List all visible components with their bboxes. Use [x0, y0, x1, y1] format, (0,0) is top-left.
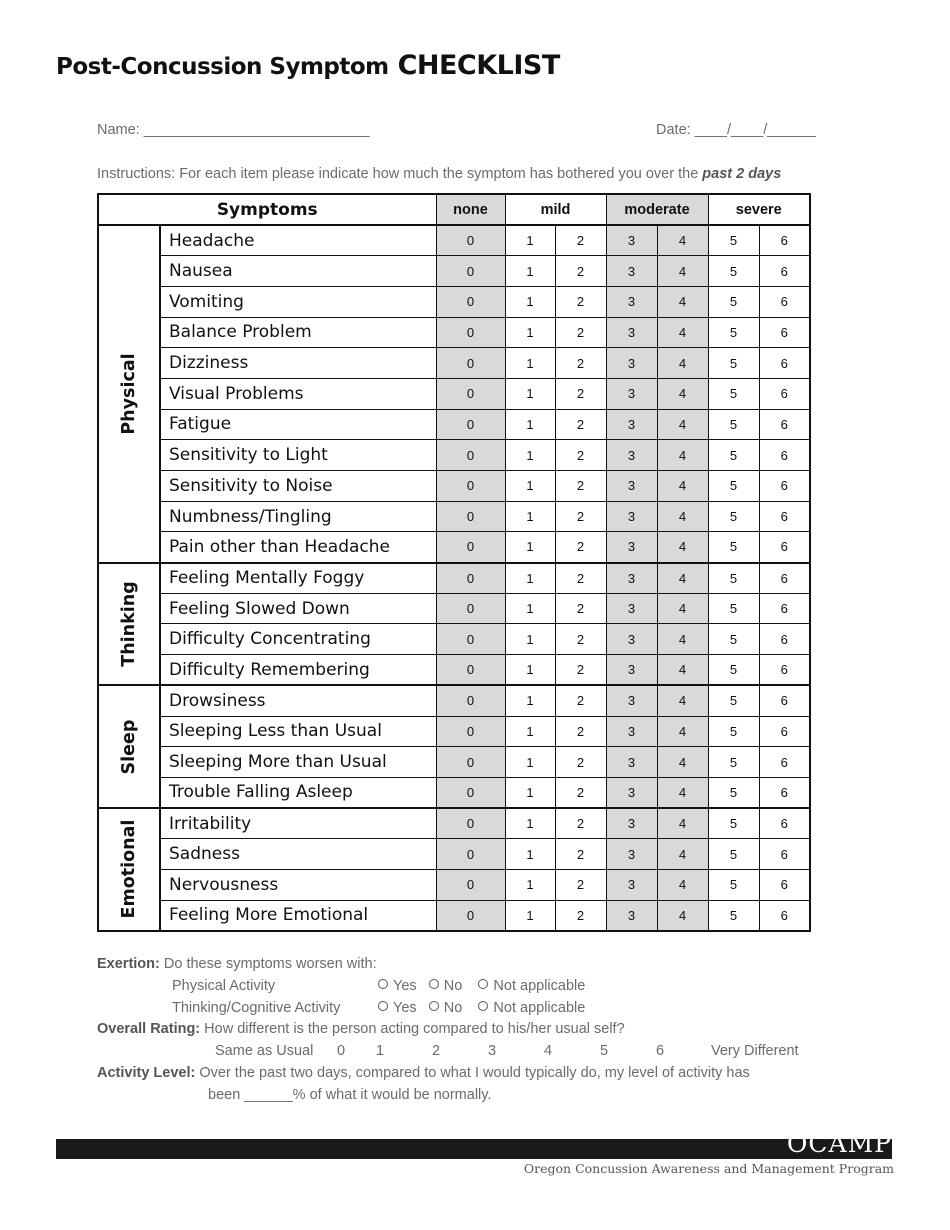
- rating-cell[interactable]: 2: [555, 777, 606, 808]
- exertion-row-label: Thinking/Cognitive Activity: [172, 1000, 341, 1016]
- header-none: none: [436, 194, 505, 225]
- table-row: [98, 777, 810, 808]
- table-row: [98, 685, 810, 716]
- option-not-applicable[interactable]: [478, 978, 585, 994]
- rating-cell[interactable]: 4: [657, 440, 708, 471]
- rating-cell[interactable]: 3: [606, 563, 657, 594]
- radio-circle-icon[interactable]: [378, 1001, 388, 1011]
- instructions-text: Instructions: For each item please indicate how much the symptom has bothered you over the: [97, 166, 699, 182]
- rating-cell[interactable]: 2: [555, 624, 606, 655]
- rating-cell[interactable]: 4: [657, 900, 708, 931]
- rating-cell[interactable]: 3: [606, 624, 657, 655]
- rating-cell[interactable]: 5: [708, 900, 759, 931]
- rating-cell[interactable]: 2: [555, 593, 606, 624]
- rating-cell[interactable]: 1: [505, 563, 555, 594]
- rating-cell[interactable]: 4: [657, 348, 708, 379]
- rating-cell[interactable]: 4: [657, 378, 708, 409]
- exertion-label: Exertion:: [97, 956, 160, 972]
- symptom-name: Sleeping Less than Usual: [160, 716, 436, 747]
- name-label: Name:: [97, 122, 140, 138]
- activity-line-2[interactable]: [208, 1087, 491, 1103]
- rating-cell[interactable]: 6: [759, 409, 810, 440]
- symptom-name: Nervousness: [160, 869, 436, 900]
- rating-cell[interactable]: 2: [555, 501, 606, 532]
- symptom-body: [98, 225, 810, 931]
- rating-cell[interactable]: 6: [759, 225, 810, 256]
- symptom-name: Sensitivity to Light: [160, 440, 436, 471]
- rating-cell[interactable]: 3: [606, 808, 657, 839]
- rating-cell[interactable]: 5: [708, 440, 759, 471]
- table-row: [98, 501, 810, 532]
- rating-cell[interactable]: 0: [436, 317, 505, 348]
- rating-cell[interactable]: 0: [436, 777, 505, 808]
- rating-cell[interactable]: 2: [555, 685, 606, 716]
- activity-label: Activity Level:: [97, 1065, 196, 1081]
- exertion-row-label: Physical Activity: [172, 978, 276, 994]
- rating-cell[interactable]: 0: [436, 808, 505, 839]
- rating-cell[interactable]: 3: [606, 593, 657, 624]
- rating-cell[interactable]: 4: [657, 747, 708, 778]
- rating-cell[interactable]: 4: [657, 501, 708, 532]
- rating-cell[interactable]: 2: [555, 839, 606, 870]
- rating-cell[interactable]: 5: [708, 409, 759, 440]
- category-text: Physical: [119, 353, 139, 435]
- scale-value[interactable]: 2: [432, 1043, 441, 1059]
- rating-cell[interactable]: 1: [505, 256, 555, 287]
- rating-cell[interactable]: 6: [759, 716, 810, 747]
- rating-cell[interactable]: 3: [606, 532, 657, 563]
- rating-cell[interactable]: 1: [505, 808, 555, 839]
- rating-cell[interactable]: 2: [555, 378, 606, 409]
- date-field[interactable]: [656, 122, 816, 138]
- title-main: Post-Concussion Symptom: [56, 54, 389, 80]
- rating-cell[interactable]: 6: [759, 563, 810, 594]
- overall-scale: [97, 1043, 857, 1063]
- rating-cell[interactable]: 6: [759, 869, 810, 900]
- rating-cell[interactable]: 5: [708, 225, 759, 256]
- page-title: [56, 50, 560, 81]
- rating-cell[interactable]: 4: [657, 624, 708, 655]
- rating-cell[interactable]: 5: [708, 593, 759, 624]
- table-row: [98, 900, 810, 931]
- rating-cell[interactable]: 3: [606, 440, 657, 471]
- option-label: Yes: [393, 978, 417, 994]
- rating-cell[interactable]: 5: [708, 471, 759, 502]
- rating-cell[interactable]: 6: [759, 378, 810, 409]
- category-text: Sleep: [119, 719, 139, 775]
- rating-cell[interactable]: 0: [436, 471, 505, 502]
- rating-cell[interactable]: 3: [606, 348, 657, 379]
- option-yes[interactable]: [378, 978, 417, 994]
- rating-cell[interactable]: 3: [606, 716, 657, 747]
- rating-cell[interactable]: 6: [759, 532, 810, 563]
- scale-low-label: Same as Usual: [215, 1043, 314, 1059]
- rating-cell[interactable]: 5: [708, 378, 759, 409]
- rating-cell[interactable]: 2: [555, 655, 606, 686]
- rating-cell[interactable]: 0: [436, 378, 505, 409]
- rating-cell[interactable]: 6: [759, 348, 810, 379]
- exertion-options-physical: [378, 978, 585, 994]
- rating-cell[interactable]: 5: [708, 655, 759, 686]
- rating-cell[interactable]: 4: [657, 471, 708, 502]
- rating-cell[interactable]: 4: [657, 317, 708, 348]
- rating-cell[interactable]: 3: [606, 256, 657, 287]
- exertion-line: [97, 956, 377, 972]
- rating-cell[interactable]: 4: [657, 256, 708, 287]
- table-row: [98, 808, 810, 839]
- rating-cell[interactable]: 4: [657, 563, 708, 594]
- activity-text: Over the past two days, compared to what I would typically do, my level of activity has: [199, 1065, 750, 1081]
- symptom-name: Numbness/Tingling: [160, 501, 436, 532]
- rating-cell[interactable]: 0: [436, 624, 505, 655]
- rating-cell[interactable]: 6: [759, 655, 810, 686]
- rating-cell[interactable]: 0: [436, 501, 505, 532]
- rating-cell[interactable]: 6: [759, 747, 810, 778]
- symptom-name: Sensitivity to Noise: [160, 471, 436, 502]
- symptom-name: Fatigue: [160, 409, 436, 440]
- header-row: [98, 194, 810, 225]
- rating-cell[interactable]: 6: [759, 286, 810, 317]
- table-row: [98, 440, 810, 471]
- rating-cell[interactable]: 2: [555, 716, 606, 747]
- rating-cell[interactable]: 4: [657, 593, 708, 624]
- rating-cell[interactable]: 0: [436, 348, 505, 379]
- rating-cell[interactable]: 0: [436, 655, 505, 686]
- rating-cell[interactable]: 0: [436, 747, 505, 778]
- symptom-name: Visual Problems: [160, 378, 436, 409]
- rating-cell[interactable]: 5: [708, 348, 759, 379]
- rating-cell[interactable]: 0: [436, 286, 505, 317]
- rating-cell[interactable]: 1: [505, 655, 555, 686]
- rating-cell[interactable]: 1: [505, 409, 555, 440]
- rating-cell[interactable]: 3: [606, 839, 657, 870]
- rating-cell[interactable]: 0: [436, 869, 505, 900]
- rating-cell[interactable]: 6: [759, 624, 810, 655]
- rating-cell[interactable]: 2: [555, 747, 606, 778]
- rating-cell[interactable]: 0: [436, 440, 505, 471]
- rating-cell[interactable]: 3: [606, 777, 657, 808]
- header-severe: severe: [708, 194, 810, 225]
- category-label: [98, 563, 160, 686]
- rating-cell[interactable]: 1: [505, 378, 555, 409]
- rating-cell[interactable]: 3: [606, 747, 657, 778]
- rating-cell[interactable]: 5: [708, 716, 759, 747]
- exertion-options-thinking: [378, 1000, 585, 1016]
- category-label: [98, 225, 160, 563]
- rating-cell[interactable]: 6: [759, 256, 810, 287]
- rating-cell[interactable]: 1: [505, 317, 555, 348]
- rating-cell[interactable]: 2: [555, 225, 606, 256]
- rating-cell[interactable]: 0: [436, 225, 505, 256]
- symptom-name: Irritability: [160, 808, 436, 839]
- rating-cell[interactable]: 2: [555, 256, 606, 287]
- rating-cell[interactable]: 6: [759, 501, 810, 532]
- header-symptoms: Symptoms: [98, 194, 436, 225]
- brand-logo: OCAMP: [786, 1129, 892, 1158]
- rating-cell[interactable]: 1: [505, 869, 555, 900]
- symptom-name: Trouble Falling Asleep: [160, 777, 436, 808]
- option-no[interactable]: [429, 1000, 463, 1016]
- symptom-name: Sleeping More than Usual: [160, 747, 436, 778]
- scale-value[interactable]: 5: [600, 1043, 609, 1059]
- rating-cell[interactable]: 4: [657, 409, 708, 440]
- symptom-name: Difficulty Remembering: [160, 655, 436, 686]
- name-field[interactable]: [97, 122, 370, 138]
- scale-value[interactable]: 3: [488, 1043, 497, 1059]
- symptom-name: Drowsiness: [160, 685, 436, 716]
- header-moderate: moderate: [606, 194, 708, 225]
- symptom-name: Sadness: [160, 839, 436, 870]
- rating-cell[interactable]: 0: [436, 409, 505, 440]
- rating-cell[interactable]: 0: [436, 593, 505, 624]
- rating-cell[interactable]: 2: [555, 471, 606, 502]
- scale-value[interactable]: 4: [544, 1043, 553, 1059]
- rating-cell[interactable]: 4: [657, 685, 708, 716]
- rating-cell[interactable]: 6: [759, 777, 810, 808]
- activity-line: [97, 1065, 750, 1081]
- table-row: [98, 563, 810, 594]
- rating-cell[interactable]: 1: [505, 440, 555, 471]
- table-row: [98, 655, 810, 686]
- name-blank[interactable]: ____________________________: [143, 122, 370, 138]
- table-row: [98, 286, 810, 317]
- symptom-name: Balance Problem: [160, 317, 436, 348]
- rating-cell[interactable]: 1: [505, 225, 555, 256]
- activity-text-2[interactable]: been ______% of what it would be normally.: [208, 1087, 492, 1103]
- rating-cell[interactable]: 0: [436, 839, 505, 870]
- option-label: Yes: [393, 1000, 417, 1016]
- rating-cell[interactable]: 3: [606, 900, 657, 931]
- rating-cell[interactable]: 4: [657, 808, 708, 839]
- category-label: [98, 808, 160, 931]
- symptom-table: [97, 193, 811, 932]
- radio-circle-icon[interactable]: [378, 979, 388, 989]
- symptom-name: Headache: [160, 225, 436, 256]
- symptom-name: Feeling Slowed Down: [160, 593, 436, 624]
- table-row: [98, 471, 810, 502]
- category-label: [98, 685, 160, 808]
- radio-circle-icon[interactable]: [478, 1001, 488, 1011]
- rating-cell[interactable]: 2: [555, 900, 606, 931]
- title-emphasis: CHECKLIST: [397, 50, 560, 81]
- rating-cell[interactable]: 4: [657, 655, 708, 686]
- table-row: [98, 348, 810, 379]
- rating-cell[interactable]: 2: [555, 532, 606, 563]
- rating-cell[interactable]: 5: [708, 501, 759, 532]
- rating-cell[interactable]: 2: [555, 808, 606, 839]
- rating-cell[interactable]: 5: [708, 777, 759, 808]
- rating-cell[interactable]: 2: [555, 440, 606, 471]
- option-yes[interactable]: [378, 1000, 417, 1016]
- rating-cell[interactable]: 3: [606, 869, 657, 900]
- rating-cell[interactable]: 4: [657, 225, 708, 256]
- rating-cell[interactable]: 3: [606, 655, 657, 686]
- rating-cell[interactable]: 5: [708, 256, 759, 287]
- date-label: Date:: [656, 122, 691, 138]
- exertion-row-physical: [172, 978, 275, 994]
- rating-cell[interactable]: 2: [555, 869, 606, 900]
- scale-value[interactable]: 0: [337, 1043, 346, 1059]
- rating-cell[interactable]: 6: [759, 593, 810, 624]
- rating-cell[interactable]: 6: [759, 685, 810, 716]
- table-row: [98, 225, 810, 256]
- rating-cell[interactable]: 1: [505, 286, 555, 317]
- rating-cell[interactable]: 5: [708, 563, 759, 594]
- overall-label: Overall Rating:: [97, 1021, 201, 1037]
- rating-cell[interactable]: 5: [708, 286, 759, 317]
- rating-cell[interactable]: 6: [759, 839, 810, 870]
- rating-cell[interactable]: 0: [436, 716, 505, 747]
- table-row: [98, 869, 810, 900]
- rating-cell[interactable]: 2: [555, 409, 606, 440]
- table-row: [98, 378, 810, 409]
- exertion-question: Do these symptoms worsen with:: [163, 956, 377, 972]
- option-label: No: [443, 978, 463, 994]
- rating-cell[interactable]: 5: [708, 624, 759, 655]
- symptom-name: Difficulty Concentrating: [160, 624, 436, 655]
- exertion-row-thinking: [172, 1000, 340, 1016]
- table-row: [98, 716, 810, 747]
- instructions-emphasis: past 2 days: [702, 166, 782, 182]
- rating-cell[interactable]: 4: [657, 532, 708, 563]
- table-row: [98, 747, 810, 778]
- rating-cell[interactable]: 3: [606, 471, 657, 502]
- rating-cell[interactable]: 1: [505, 532, 555, 563]
- table-row: [98, 593, 810, 624]
- rating-cell[interactable]: 1: [505, 593, 555, 624]
- rating-cell[interactable]: 0: [436, 685, 505, 716]
- rating-cell[interactable]: 5: [708, 317, 759, 348]
- symptom-name: Feeling More Emotional: [160, 900, 436, 931]
- rating-cell[interactable]: 3: [606, 501, 657, 532]
- rating-cell[interactable]: 2: [555, 348, 606, 379]
- rating-cell[interactable]: 5: [708, 747, 759, 778]
- rating-cell[interactable]: 1: [505, 716, 555, 747]
- rating-cell[interactable]: 0: [436, 532, 505, 563]
- option-label: No: [443, 1000, 463, 1016]
- rating-cell[interactable]: 6: [759, 471, 810, 502]
- rating-cell[interactable]: 4: [657, 869, 708, 900]
- symptom-name: Pain other than Headache: [160, 532, 436, 563]
- rating-cell[interactable]: 1: [505, 501, 555, 532]
- rating-cell[interactable]: 3: [606, 317, 657, 348]
- rating-cell[interactable]: 1: [505, 624, 555, 655]
- rating-cell[interactable]: 6: [759, 808, 810, 839]
- category-text: Thinking: [119, 581, 139, 667]
- radio-circle-icon[interactable]: [429, 979, 439, 989]
- table-row: [98, 409, 810, 440]
- rating-cell[interactable]: 0: [436, 900, 505, 931]
- rating-cell[interactable]: 4: [657, 777, 708, 808]
- table-row: [98, 839, 810, 870]
- symptom-name: Dizziness: [160, 348, 436, 379]
- rating-cell[interactable]: 1: [505, 685, 555, 716]
- rating-cell[interactable]: 0: [436, 563, 505, 594]
- rating-cell[interactable]: 3: [606, 225, 657, 256]
- rating-cell[interactable]: 1: [505, 471, 555, 502]
- scale-value[interactable]: 1: [376, 1043, 385, 1059]
- rating-cell[interactable]: 5: [708, 808, 759, 839]
- option-label: Not applicable: [493, 1000, 586, 1016]
- option-label: Not applicable: [493, 978, 586, 994]
- rating-cell[interactable]: 2: [555, 563, 606, 594]
- scale-value[interactable]: 6: [656, 1043, 665, 1059]
- symptom-name: Nausea: [160, 256, 436, 287]
- instructions: [97, 166, 781, 182]
- table-row: [98, 256, 810, 287]
- rating-cell[interactable]: 1: [505, 900, 555, 931]
- overall-line: [97, 1021, 625, 1037]
- radio-circle-icon[interactable]: [478, 979, 488, 989]
- program-name: Oregon Concussion Awareness and Management Program: [523, 1161, 894, 1176]
- rating-cell[interactable]: 6: [759, 900, 810, 931]
- rating-cell[interactable]: 5: [708, 839, 759, 870]
- rating-cell[interactable]: 5: [708, 685, 759, 716]
- rating-cell[interactable]: 4: [657, 839, 708, 870]
- rating-cell[interactable]: 1: [505, 839, 555, 870]
- rating-cell[interactable]: 4: [657, 716, 708, 747]
- rating-cell[interactable]: 3: [606, 286, 657, 317]
- rating-cell[interactable]: 3: [606, 685, 657, 716]
- rating-cell[interactable]: 5: [708, 869, 759, 900]
- overall-question: How different is the person acting compared to his/her usual self?: [204, 1021, 625, 1037]
- rating-cell[interactable]: 2: [555, 286, 606, 317]
- rating-cell[interactable]: 4: [657, 286, 708, 317]
- rating-cell[interactable]: 3: [606, 378, 657, 409]
- option-not-applicable[interactable]: [478, 1000, 585, 1016]
- rating-cell[interactable]: 3: [606, 409, 657, 440]
- rating-cell[interactable]: 1: [505, 348, 555, 379]
- header-mild: mild: [505, 194, 606, 225]
- scale-high-label: Very Different: [711, 1043, 799, 1059]
- symptom-name: Feeling Mentally Foggy: [160, 563, 436, 594]
- category-text: Emotional: [119, 820, 139, 919]
- rating-cell[interactable]: 1: [505, 747, 555, 778]
- footer-bar: [56, 1139, 892, 1159]
- table-row: [98, 532, 810, 563]
- date-blank[interactable]: ____/____/______: [694, 122, 816, 138]
- radio-circle-icon[interactable]: [429, 1001, 439, 1011]
- rating-cell[interactable]: 2: [555, 317, 606, 348]
- symptom-name: Vomiting: [160, 286, 436, 317]
- table-row: [98, 624, 810, 655]
- rating-cell[interactable]: 0: [436, 256, 505, 287]
- rating-cell[interactable]: 6: [759, 317, 810, 348]
- rating-cell[interactable]: 1: [505, 777, 555, 808]
- rating-cell[interactable]: 5: [708, 532, 759, 563]
- table-row: [98, 317, 810, 348]
- rating-cell[interactable]: 6: [759, 440, 810, 471]
- option-no[interactable]: [429, 978, 463, 994]
